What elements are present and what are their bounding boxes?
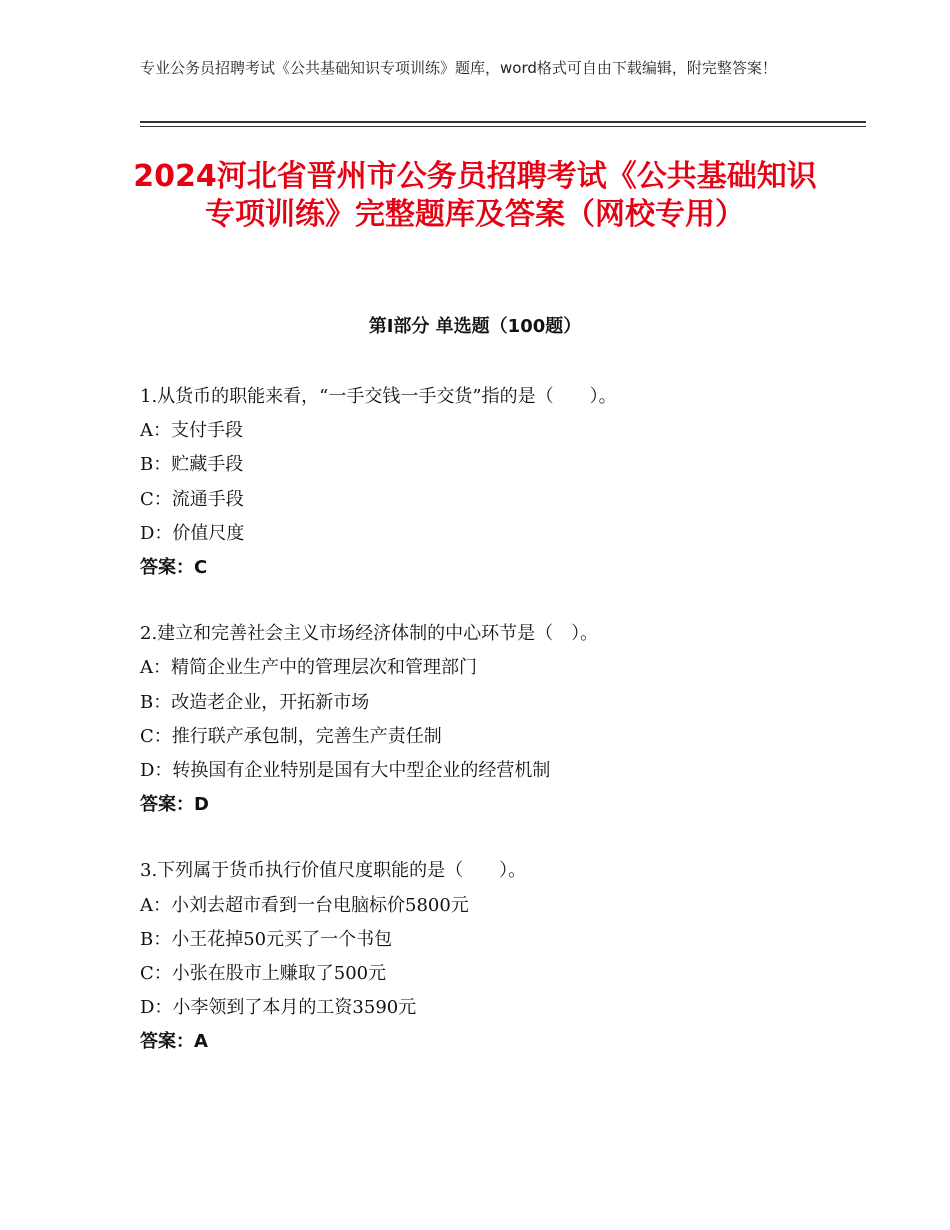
question-option: A：精简企业生产中的管理层次和管理部门 <box>140 657 477 679</box>
header-divider <box>140 121 866 123</box>
question-option: B：改造老企业，开拓新市场 <box>140 691 370 713</box>
question-option: D：小李领到了本月的工资3590元 <box>140 997 417 1019</box>
question-option: B：贮藏手段 <box>140 454 244 476</box>
section-title: 第Ⅰ部分 单选题（100题） <box>368 316 582 337</box>
question-stem: 2.建立和完善社会主义市场经济体制的中心环节是（ ）。 <box>140 623 599 645</box>
question-stem: 1.从货币的职能来看，“一手交钱一手交货”指的是（ ）。 <box>140 386 617 407</box>
question-option: D：价值尺度 <box>140 522 245 544</box>
document-title: 2024河北省晋州市公务员招聘考试《公共基础知识专项训练》完整题库及答案（网校专用） <box>133 159 817 232</box>
question-stem: 3.下列属于货币执行价值尺度职能的是（ ）。 <box>140 860 527 882</box>
question-answer: 答案：A <box>140 1031 208 1053</box>
question-option: C：小张在股市上赚取了500元 <box>140 963 387 985</box>
question-option: B：小王花掉50元买了一个书包 <box>140 928 393 950</box>
question-option: C：流通手段 <box>140 488 244 510</box>
header-divider-thin <box>140 126 866 127</box>
question-option: D：转换国有企业特别是国有大中型企业的经营机制 <box>140 760 551 782</box>
question-answer: 答案：D <box>140 794 209 816</box>
question-list <box>140 380 840 1092</box>
question-answer: 答案：C <box>140 557 208 579</box>
question-item <box>140 380 840 585</box>
header-note: 专业公务员招聘考试《公共基础知识专项训练》题库，word格式可自由下载编辑，附完整答案！ <box>140 59 777 77</box>
question-item <box>140 617 840 822</box>
question-option: A：支付手段 <box>140 420 243 442</box>
question-option: C：推行联产承包制，完善生产责任制 <box>140 725 442 747</box>
question-item <box>140 854 840 1059</box>
question-option: A：小刘去超市看到一台电脑标价5800元 <box>140 894 469 916</box>
